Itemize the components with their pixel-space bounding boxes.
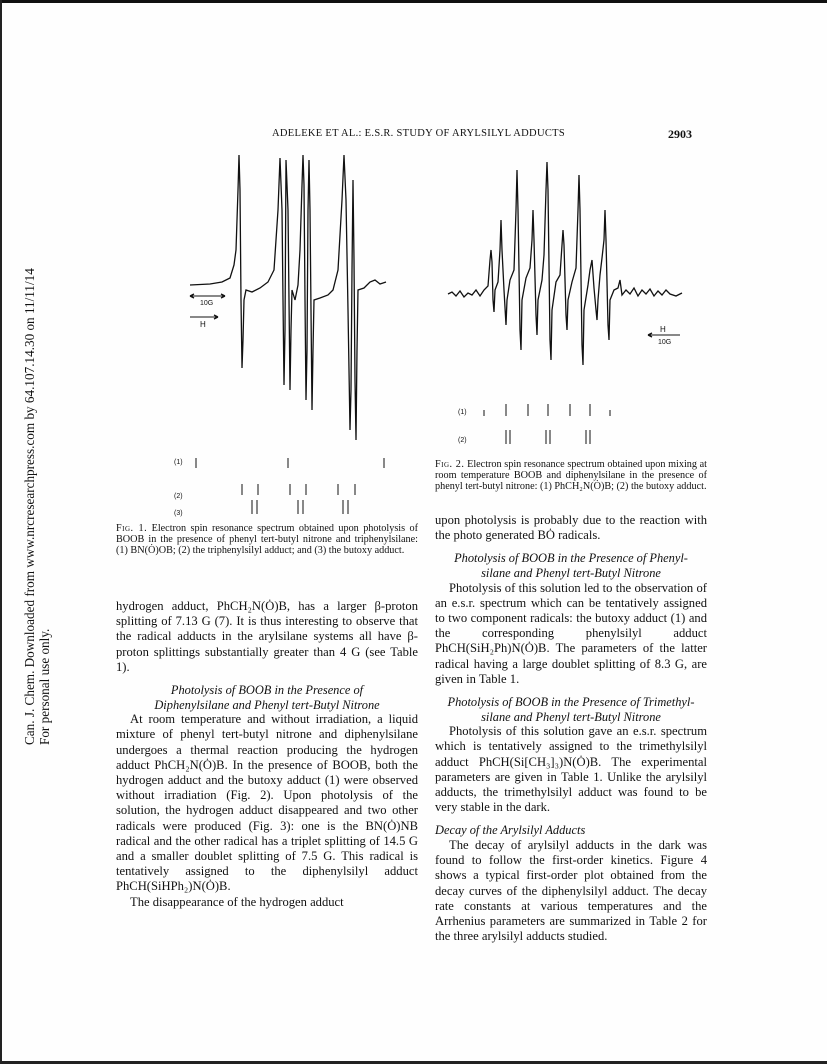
figure2-field-label: H (660, 325, 666, 334)
figure2-row-label-1: (1) (458, 409, 467, 416)
scan-edge-top (0, 0, 827, 3)
left-column (116, 599, 418, 910)
page-number: 2903 (668, 127, 692, 141)
figure1-field-label: H (200, 320, 206, 329)
figure2-row-label-2: (2) (458, 437, 467, 444)
left-paragraph-2: At room temperature and without irradiation, a liquid mixture of phenyl tert-butyl nitrone and diphenylsilane undergoes a thermal reaction producing the hydrogen adduct PhCH₂N(Ȯ)B. In the presence of BOOB, both the hydrogen adduct and the butoxy adduct (1) were observed without irradiation (Fig. 2). Upon photolysis of the solution, the hydrogen adduct disappeared and two other radicals were produced (Fig. 3): one is the BN(Ȯ)NB radical and the other radical has a triplet splitting of 14.5 G and a smaller doublet splitting of 7.5 G. This radical is tentatively assigned to the diphenylsilyl adduct PhCH(SiHPh₂)N(Ȯ)B. (116, 712, 418, 894)
figure1-row-label-1: (1) (174, 459, 183, 466)
figure1-caption-text: Electron spin resonance spectrum obtained upon photolysis of BOOB in the presence of phenyl tert-butyl nitrone and triphenylsilane: (1) BN(Ȯ)OB; (2) the triphenylsilyl adduct; and (3) the butoxy adduct. (116, 523, 418, 556)
right-heading-2-line-1: Photolysis of BOOB in the Presence of Trimethyl- (447, 695, 695, 710)
left-heading-line-1: Photolysis of BOOB in the Presence of (170, 683, 364, 698)
figure2-caption (435, 459, 707, 492)
figure2-trace (448, 162, 682, 365)
running-title: ADELEKE ET AL.: E.S.R. STUDY OF ARYLSILYL ADDUCTS (272, 128, 565, 139)
right-heading-1-line-2: silane and Phenyl tert-Butyl Nitrone (481, 566, 661, 580)
left-heading-line-2: Diphenylsilane and Phenyl tert-Butyl Nitrone (154, 697, 380, 712)
right-heading-2-line-2: silane and Phenyl tert-Butyl Nitrone (481, 709, 661, 724)
right-heading-3: Decay of the Arylsilyl Adducts (435, 823, 586, 838)
right-paragraph-1: upon photolysis is probably due to the reaction with the photo generated BȮ radicals. (435, 513, 707, 543)
figure2-caption-text: Electron spin resonance spectrum obtained upon mixing at room temperature BOOB and diphenylsilane in the presence of phenyl tert-butyl nitrone: (1) PhCH₂N(Ȯ)B; (2) the butoxy adduct. (435, 459, 708, 492)
figure2-caption-label: Fig. 2. (435, 459, 465, 470)
figure1-row-label-2: (2) (174, 493, 183, 500)
figure1-caption (116, 523, 418, 556)
right-paragraph-4: The decay of arylsilyl adducts in the dark was found to follow the first-order kinetics. Figure 4 shows a typical first-order plot obtained from the decay curves of the diphenylsilyl adduct. The decay rate constants at various temperatures and the Arrhenius parameters are summarized in Table 2 for the three arylsilyl adducts studied. (435, 838, 707, 944)
right-column (435, 513, 707, 944)
left-paragraph-3: The disappearance of the hydrogen adduct (130, 894, 344, 909)
right-heading-1-line-1: Photolysis of BOOB in the Presence of Phenyl- (454, 551, 688, 566)
left-paragraph-1: hydrogen adduct, PhCH₂N(Ȯ)B, has a larger β-proton splitting of 7.13 G (7). It is thus interesting to observe that the radical adducts in the arylsilane systems all have β-proton splittings substantially greater than 4 G (see Table 1). (116, 599, 418, 674)
figure2-spectrum (444, 150, 700, 450)
right-paragraph-2: Photolysis of this solution led to the observation of an e.s.r. spectrum which can be tentatively assigned to two component radicals: the butoxy adduct (1) and the corresponding phenylsilyl adduct PhCH(SiH₂Ph)N(Ȯ)B. The parameters of the latter radical having a large doublet splitting of 8.3 G, are given in Table 1. (435, 580, 707, 686)
watermark-line-1: Can. J. Chem. Downloaded from www.nrcresearchpress.com by 64.107.14.30 on 11/11/14 (22, 268, 37, 745)
right-paragraph-3: Photolysis of this solution gave an e.s.r. spectrum which is tentatively assigned to the trimethylsilyl adduct PhCH(Si[CH₃]₃)N(Ȯ)B. The experimental parameters are given in Table 1. Unlike the arylsilyl adducts, the trimethylsilyl adduct was found to be very stable in the dark. (435, 724, 707, 815)
figure1-row-label-3: (3) (174, 510, 183, 517)
download-watermark (22, 268, 52, 745)
figure1-trace (190, 155, 386, 440)
scan-edge-left (0, 0, 2, 1064)
watermark-line-2: For personal use only. (37, 628, 52, 745)
figure1-scale-label: 10G (200, 300, 214, 307)
figure2-scale-label: 10G (658, 339, 672, 346)
figure1-spectrum (170, 150, 410, 522)
figure1-caption-label: Fig. 1. (116, 523, 148, 534)
